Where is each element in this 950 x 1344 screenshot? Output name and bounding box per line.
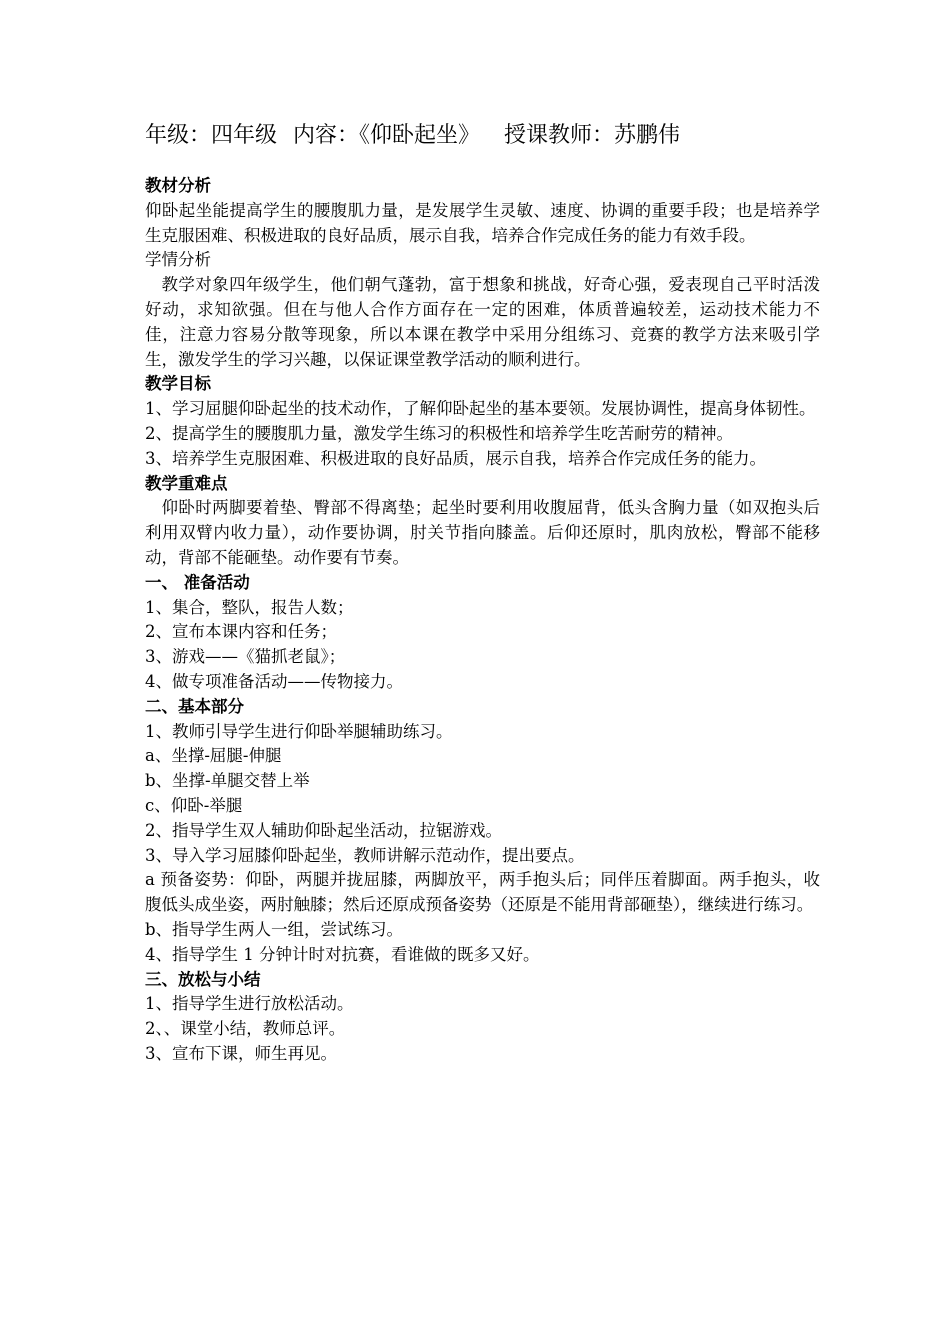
basic-item: 3、导入学习屈膝仰卧起坐，教师讲解示范动作，提出要点。 [145, 845, 585, 865]
goals-title: 教学目标 [145, 374, 211, 394]
goal-item: 2、提高学生的腰腹肌力量，激发学生练习的积极性和培养学生吃苦耐劳的精神。 [145, 423, 733, 443]
keypoints-text: 仰卧时两脚要着垫、臀部不得离垫；起坐时要利用收腹屈背，低头含胸力量（如双抱头后利用双臂内收力量），动作要协调，肘关节指向膝盖。后仰还原时，肌肉放松，臀部不能移动，背部不能砸垫。动作要有节奏。 [145, 498, 820, 567]
keypoints-title: 教学重难点 [145, 473, 228, 493]
prep-item: 3、游戏——《猫抓老鼠》； [145, 647, 346, 667]
basic-item: a 预备姿势：仰卧，两腿并拢屈膝，两脚放平，两手抱头后；同伴压着脚面。两手抱头，收腹低头成坐姿，两肘触膝；然后还原成预备姿势（还原是不能用背部砸垫），继续进行练习。 [145, 870, 820, 915]
prep-title: 一、 准备活动 [145, 572, 250, 592]
basic-item: 1、教师引导学生进行仰卧举腿辅助练习。 [145, 721, 453, 741]
material-title: 教材分析 [145, 176, 211, 195]
basic-item: b、坐撑-单腿交替上举 [145, 771, 310, 791]
relax-item: 2、、课堂小结，教师总评。 [145, 1019, 346, 1039]
prep-item: 4、做专项准备活动——传物接力。 [145, 671, 403, 691]
content-label: 内容：《仰卧起坐》 [293, 123, 481, 148]
basic-item: a、坐撑-屈腿-伸腿 [145, 746, 282, 766]
basic-title: 二、基本部分 [145, 696, 244, 716]
students-title: 学情分析 [145, 250, 211, 270]
relax-item: 3、宣布下课，师生再见。 [145, 1043, 337, 1063]
material-text: 仰卧起坐能提高学生的腰腹肌力量，是发展学生灵敏、速度、协调的重要手段；也是培养学生克服困难、积极进取的良好品质，展示自我，培养合作完成任务的能力有效手段。 [145, 200, 820, 245]
prep-item: 2、宣布本课内容和任务； [145, 622, 337, 642]
basic-item: b、指导学生两人一组，尝试练习。 [145, 919, 404, 939]
lesson-header [145, 120, 820, 152]
teacher-label: 授课教师：苏鹏伟 [504, 123, 681, 148]
grade-label: 年级：四年级 [145, 123, 278, 148]
document-page [145, 120, 820, 1067]
students-text: 教学对象四年级学生，他们朝气蓬勃，富于想象和挑战，好奇心强，爱表现自己平时活泼好动，求知欲强。但在与他人合作方面存在一定的困难，体质普遍较差，运动技术能力不佳，注意力容易分散等现象，所以本课在教学中采用分组练习、竞赛的教学方法来吸引学生，激发学生的学习兴趣，以保证课堂教学活动的顺利进行。 [145, 275, 820, 369]
relax-title: 三、放松与小结 [145, 969, 261, 989]
basic-item: c、仰卧-举腿 [145, 795, 243, 815]
goal-item: 3、培养学生克服困难、积极进取的良好品质，展示自我，培养合作完成任务的能力。 [145, 448, 766, 468]
prep-item: 1、集合，整队，报告人数； [145, 597, 354, 617]
basic-item: 4、指导学生 1 分钟计时对抗赛，看谁做的既多又好。 [145, 944, 540, 964]
goal-item: 1、学习屈腿仰卧起坐的技术动作，了解仰卧起坐的基本要领。发展协调性，提高身体韧性。 [145, 399, 816, 419]
basic-item: 2、指导学生双人辅助仰卧起坐活动，拉锯游戏。 [145, 820, 502, 840]
relax-item: 1、指导学生进行放松活动。 [145, 994, 354, 1014]
